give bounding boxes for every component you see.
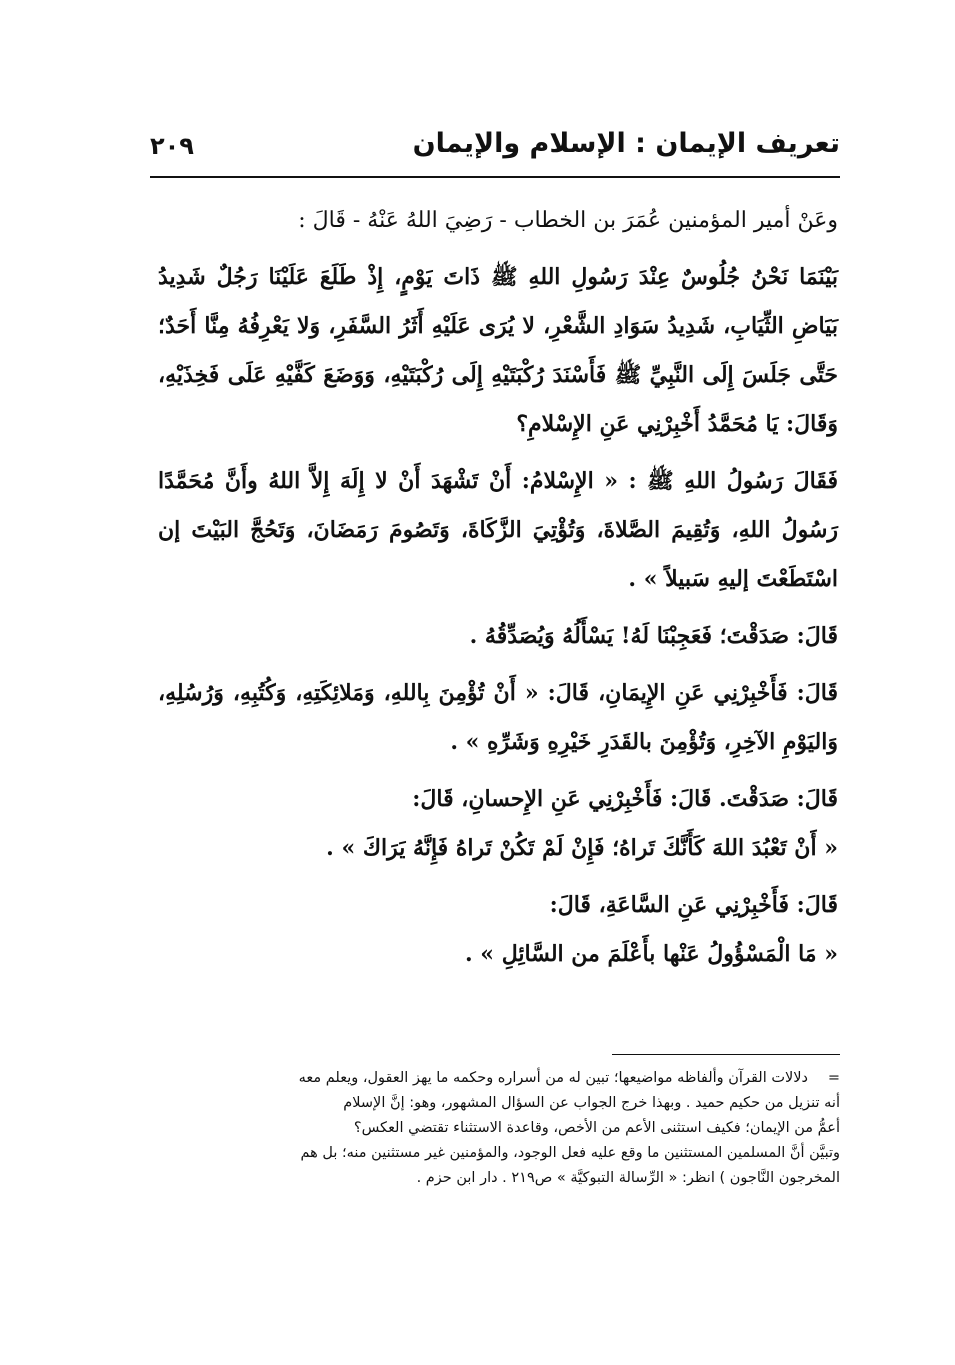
footnote [180,1066,840,1191]
paragraph-hour-question: قَالَ: فَأَخْبِرْنِي عَنِ السَّاعَةِ، قَالَ: [549,892,838,918]
paragraph-narration: بَيْنَمَا نَحْنُ جُلُوسٌ عِنْدَ رَسُولِ اللهِ ﷺ ذَاتَ يَوْمٍ، إِذْ طَلَعَ عَلَيْنَا رَجُلٌ شَدِيدُ بَيَاضِ الثِّيَابِ، شَدِيدُ سَوَادِ الشَّعْرِ، لا يُرَى عَلَيْهِ أَثَرُ السَّفَرِ، وَلا يَعْرِفُهُ مِنَّا أَحَدٌ؛ حَتَّى جَلَسَ إِلَى النَّبِيِّ ﷺ فَأَسْنَدَ رُكْبَتَيْهِ إِلَى رُكْبَتَيْهِ، وَوَضَعَ كَفَّيْهِ عَلَى فَخِذَيْهِ، وَقَالَ: يَا مُحَمَّدُ أَخْبِرْنِي عَنِ الإِسْلامِ؟ [158,264,838,437]
paragraph-hour-answer: « مَا الْمَسْؤُولُ عَنْها بأَعْلَمَ من السَّائِلِ » . [464,941,838,967]
footnote-line: أعمُّ من الإيمان؛ فكيف استثنى الأعم من الأخص، وقاعدة الاستثناء تقتضي العكس؟ [353,1120,840,1136]
footnote-line-text: دلالات القرآن وألفاظه مواضيعها؛ تبين له من أسراره وحكمه ما يهز العقول، ويعلم معه [298,1070,808,1086]
paragraph-iman-answer: قَالَ: فَأَخْبِرْنِي عَنِ الإِيمَانِ، قَالَ: « أَنْ تُؤْمِنَ بِاللهِ، وَمَلائِكَتِهِ، وَكُتُبِهِ، وَرُسُلِهِ، وَاليَوْمِ الآخِرِ، وَتُؤْمِنَ بالقَدَرِ خَيْرِهِ وَشَرِّهِ » . [158,680,838,755]
header-divider [150,176,840,178]
footnote-line: المخرجون النَّاجون ) انظر: « الرِّسالة التبوكيَّة » ص٢١٩ . دار ابن حزم . [416,1170,840,1186]
paragraph-ihsan-question: قَالَ: صَدَقْتَ. قَالَ: فَأَخْبِرْنِي عَنِ الإِحسانِ، قَالَ: [412,786,838,812]
footnote-divider [612,1054,840,1055]
paragraph-confirmation: قَالَ: صَدَقْتَ؛ فَعَجِبْنَا لَهُ! يَسْأَلُهُ وَيُصَدِّقُهُ . [469,623,838,649]
footnote-line: وتبيَّن أنَّ المسلمين المستثنين ما وقع عليه فعل الوجود، والمؤمنين غير مستثنين منه؛ بل هم [300,1145,840,1161]
footnote-marker: = [827,1070,840,1086]
main-text [158,196,838,979]
paragraph-intro: وعَنْ أمير المؤمنين عُمَرَ بن الخطاب - رَضِيَ اللهُ عَنْهُ - قَالَ : [298,208,838,233]
header-title: تعريف الإيمان : الإسلام والإيمان [412,128,840,159]
footnote-line [180,1066,840,1091]
paragraph-ihsan-answer: « أَنْ تَعْبُدَ اللهَ كَأَنَّكَ تَراهُ؛ فَإِنْ لَمْ تَكُنْ تَراهُ فَإِنَّهُ يَرَاكَ » . [326,835,838,861]
page-number: ٢٠٩ [150,132,194,160]
paragraph-islam-answer: فَقَالَ رَسُولُ اللهِ ﷺ : « الإِسْلامُ: أَنْ تَشْهَدَ أَنْ لا إِلَهَ إِلاَّ اللهُ وأَنَّ مُحَمَّدًا رَسُولُ اللهِ، وَتُقِيمَ الصَّلاةَ، وَتُؤْتِيَ الزَّكَاةَ، وَتَصُومَ رَمَضَانَ، وَتَحُجَّ البَيْتَ إن اسْتَطَعْتَ إليهِ سَبيلاً » . [158,468,838,592]
footnote-line: أنه تنزيل من حكيم حميد . وبهذا خرج الجواب عن السؤال المشهور، وهو: إنَّ الإسلام [343,1095,840,1111]
running-header [150,128,840,174]
